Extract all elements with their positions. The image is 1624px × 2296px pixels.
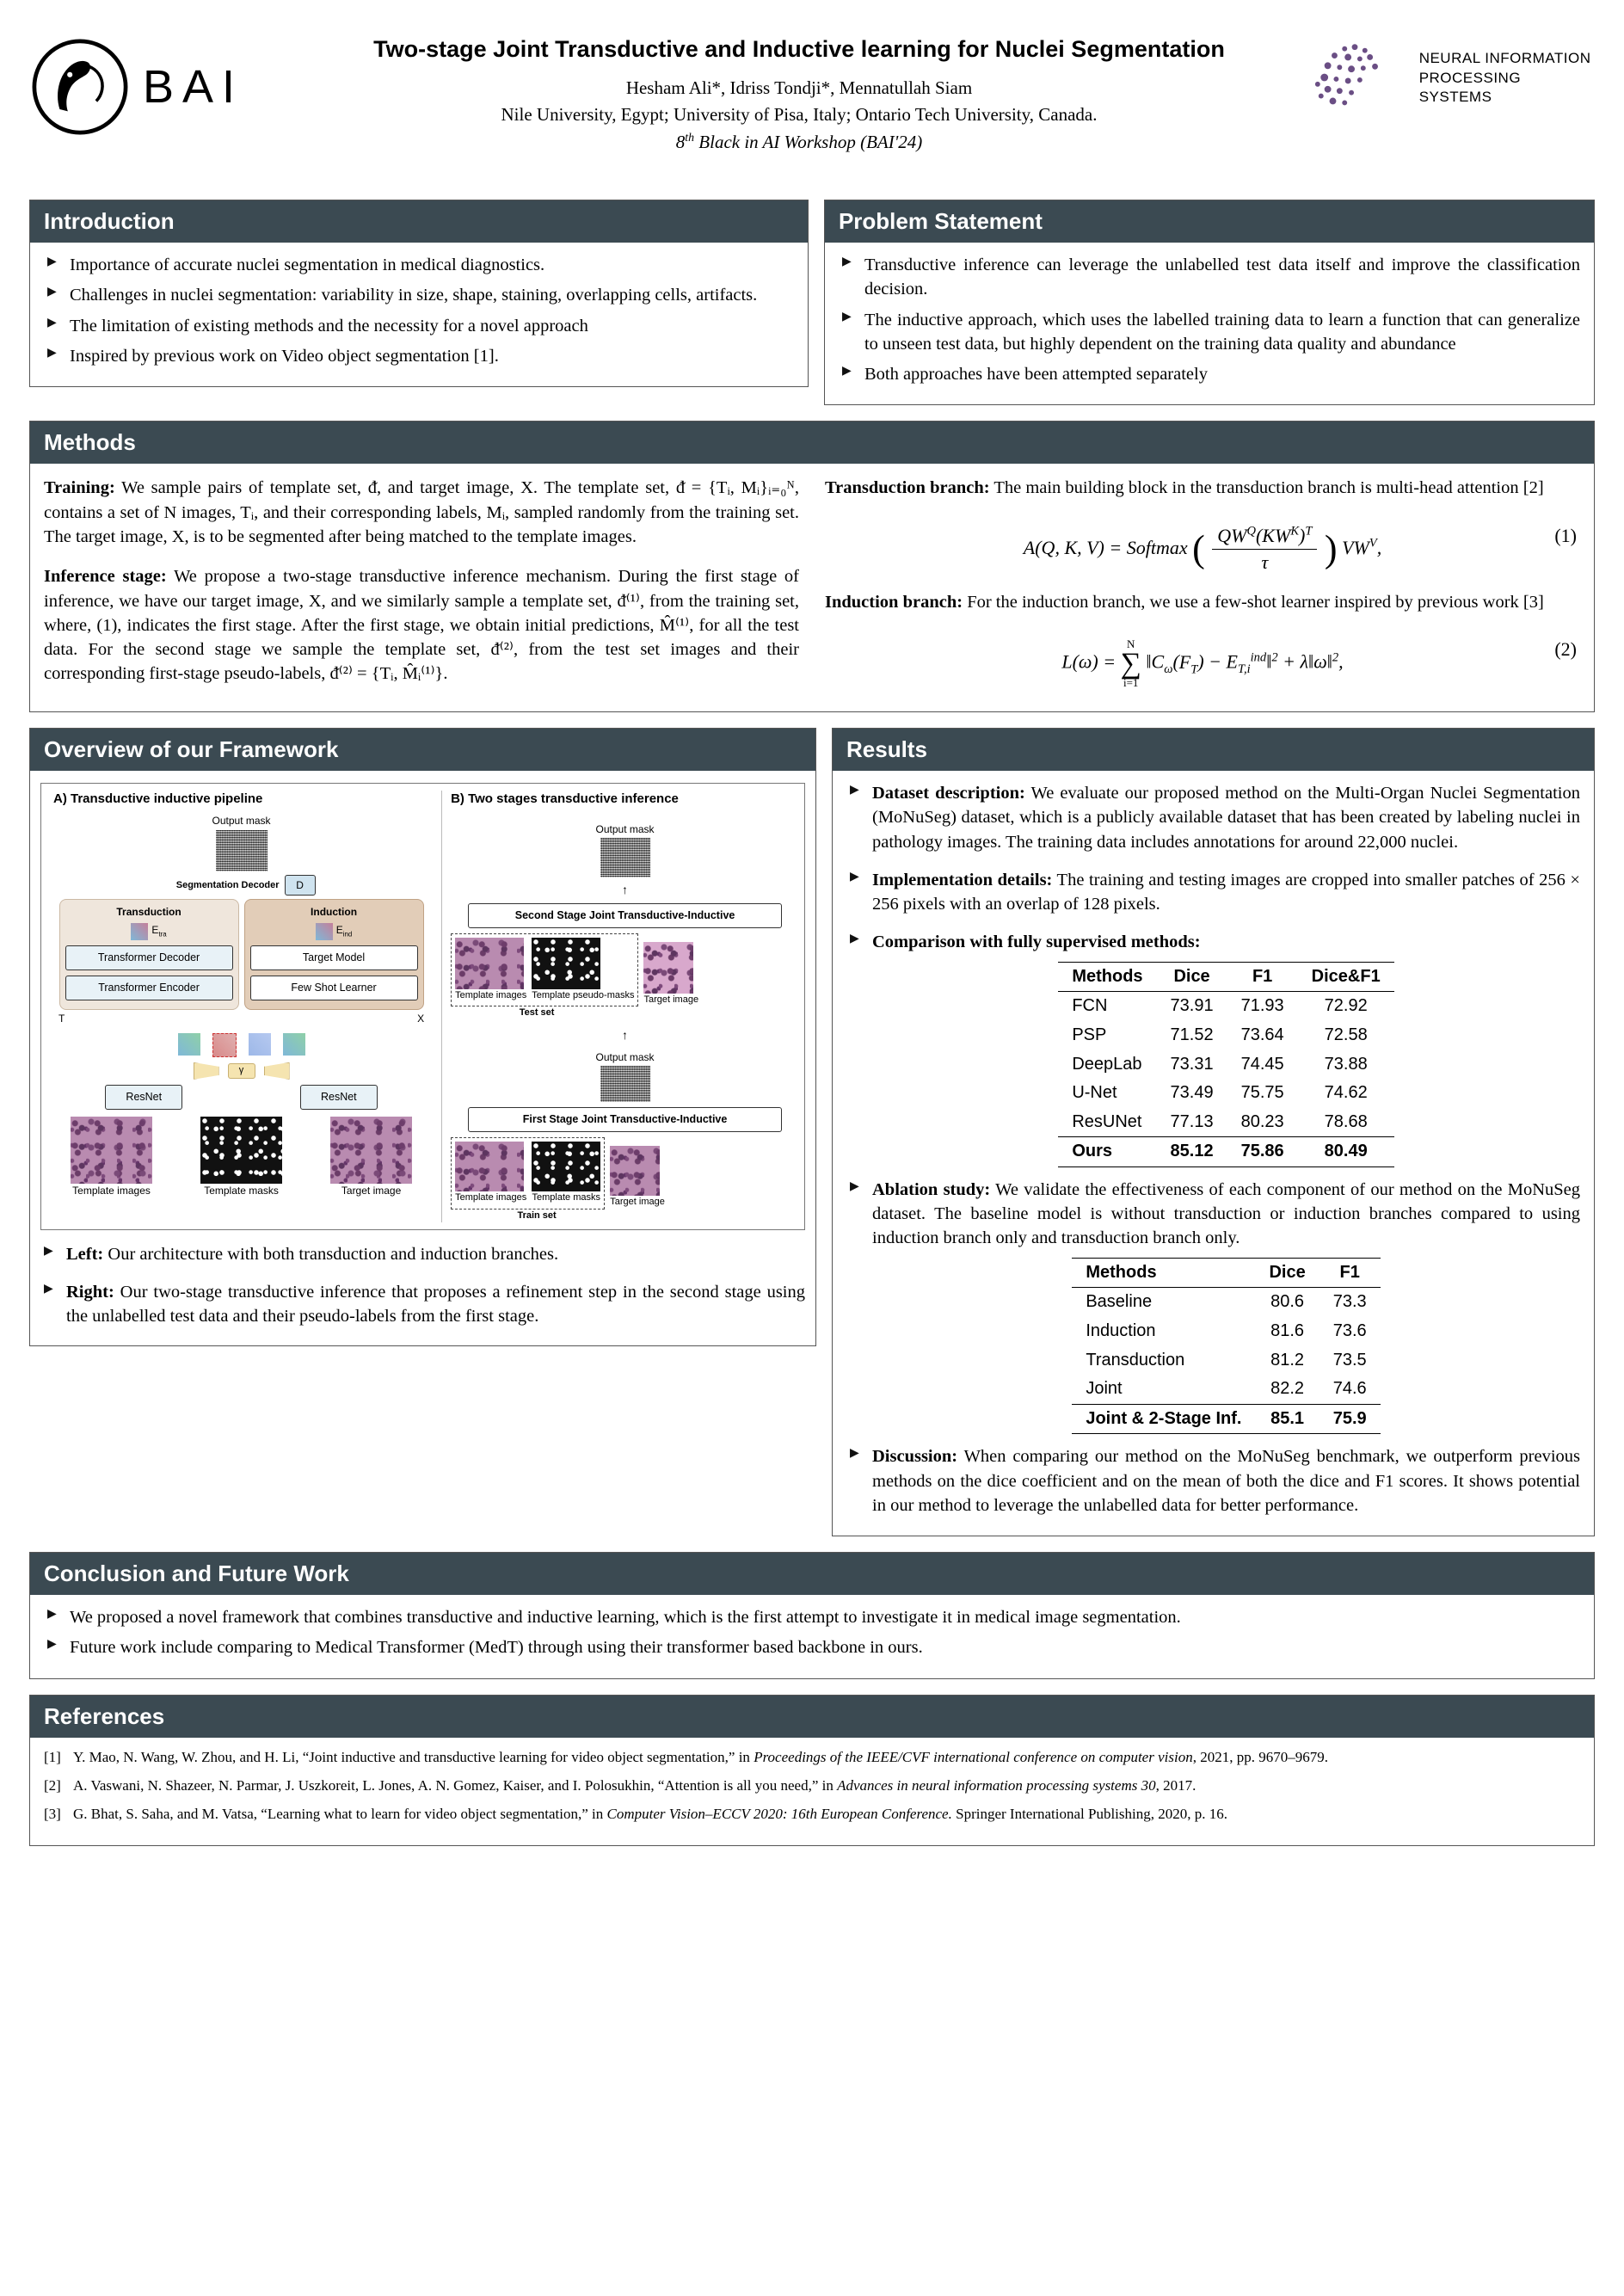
paren-open-icon: (	[1192, 527, 1205, 570]
table-row	[1058, 1021, 1393, 1050]
list-item	[40, 1280, 805, 1329]
transformer-decoder-box: Transformer Decoder	[65, 945, 233, 970]
panel-b-caption: B) Two stages transductive inference	[451, 791, 679, 807]
table-row	[1072, 1404, 1380, 1434]
cell: Transduction	[1086, 1350, 1185, 1370]
cell: 75.86	[1227, 1137, 1298, 1167]
table-row	[1072, 1375, 1380, 1404]
poster-header	[29, 19, 1595, 200]
panel-a-template-images-label: Template images	[72, 1185, 151, 1197]
cell: 85.12	[1157, 1137, 1227, 1167]
workshop-line	[287, 131, 1311, 153]
methods-induction-text: For the induction branch, we use a few-shot learner inspired by previous work [3]	[963, 592, 1544, 612]
resnet-box-left: ResNet	[105, 1085, 182, 1110]
reference-post: , 2021, pp. 9670–9679.	[1192, 1748, 1328, 1765]
equation-1-lhs: A(Q, K, V) = Softmax	[1023, 536, 1188, 558]
workshop-number: 8	[675, 131, 686, 152]
cell: 77.13	[1170, 1111, 1214, 1131]
table-row	[1058, 1050, 1393, 1080]
results-ablation-text: We validate the effectiveness of each component of our method on the MoNuSeg dataset. The baseline model is without transduction or induction branches compared to using induction branch only and transduction branch only.	[872, 1179, 1580, 1248]
cell: 73.3	[1332, 1292, 1367, 1312]
framework-bullet-0-text: Our architecture with both transduction and induction branches.	[103, 1244, 559, 1264]
list-item	[846, 781, 1580, 854]
list-item: ▶ The inductive approach, which uses the labelled training data to learn a function that can generalize to unseen test data, but highly dependent on the training data quality and abundance	[839, 308, 1580, 357]
equation-1-numerator: $QW^Q(KW^K)^T$	[1212, 523, 1317, 551]
framework-body	[30, 771, 815, 1345]
train-set-label: Train set	[517, 1210, 557, 1221]
methods-training-text: We sample pairs of template set, ᵭ, and target image, X. The template set, ᵭ = {Tᵢ, Mᵢ}ᵢ₌₀ᴺ, contains a set of N images, Tᵢ, and their corresponding labels, Mᵢ, sampled randomly from the training set. The target image, X, is to be segmented after being matched to the template images.	[44, 478, 799, 546]
reference-item	[44, 1748, 1580, 1768]
equation-1-denominator: τ	[1261, 551, 1269, 574]
cell: Induction	[1086, 1320, 1156, 1340]
cell: U-Net	[1072, 1083, 1117, 1103]
cell: 73.64	[1240, 1025, 1284, 1044]
panel-b-template-masks-label-train: Template masks	[532, 1192, 600, 1203]
row-intro-problem	[29, 200, 1595, 421]
transduction-panel-label: Transduction	[116, 906, 181, 919]
few-shot-learner-box: Few Shot Learner	[250, 976, 418, 1000]
cell: 71.52	[1170, 1025, 1214, 1044]
column-framework	[29, 728, 816, 1552]
comparison-col-1: Dice	[1157, 962, 1227, 992]
cell: 72.58	[1324, 1025, 1368, 1044]
conclusion-title: Conclusion and Future Work	[30, 1553, 1594, 1595]
cell: 73.88	[1324, 1054, 1368, 1074]
neurips-line1: NEURAL INFORMATION	[1418, 49, 1591, 66]
reference-venue: Proceedings of the IEEE/CVF international conference on computer vision	[754, 1748, 1193, 1765]
transduction-panel	[59, 899, 239, 1010]
panel-b-template-pseudo-masks-label: Template pseudo-masks	[532, 989, 635, 1000]
comparison-col-3: Dice&F1	[1298, 962, 1394, 992]
table-row	[1072, 1288, 1380, 1317]
reference-pre: Y. Mao, N. Wang, W. Zhou, and H. Li, “Joint inductive and transductive learning for video object segmentation,” in	[73, 1748, 754, 1765]
cell: DeepLab	[1072, 1054, 1142, 1074]
equation-2-number: (2)	[1554, 638, 1577, 661]
panel-b-template-images-label-test: Template images	[455, 989, 527, 1000]
panel-a-output-mask-image	[216, 830, 268, 871]
results-impl-label: Implementation details:	[872, 870, 1053, 889]
introduction-body	[30, 243, 808, 386]
list-item: ▶ Importance of accurate nuclei segmentation in medical diagnostics.	[44, 253, 794, 277]
panel-b-output-mask-label-top: Output mask	[595, 822, 655, 835]
column-right-problem	[824, 200, 1595, 421]
e-ind-label: $E_{ind}$	[335, 924, 353, 939]
induction-panel	[244, 899, 424, 1010]
conclusion-body	[30, 1595, 1594, 1678]
cell: 80.49	[1298, 1137, 1394, 1167]
cell: 80.6	[1270, 1292, 1305, 1312]
reference-number: [3]	[44, 1805, 61, 1822]
equation-2: L(ω) = N ∑ i=1 $‖C_\omega(F_T)$ − $E_{T,i}^{ind}‖^2$ + λ‖ω‖$^2$, (2)	[1061, 637, 1577, 690]
neurips-logo	[1311, 19, 1595, 117]
list-item: ▶ Transductive inference can leverage the unlabelled test data itself and improve the classification decision.	[839, 253, 1580, 302]
list-item	[40, 1242, 805, 1266]
figure-panel-b: B) Two stages transductive inference Output mask ↑ Second Stage Joint Transductive-Inductive Template images Template pseudo-masks Target image Test set ↑ Output mask First Stage Joint Transductive-Inductive Template images Template masks Target image Train set	[442, 791, 799, 1222]
cell: 75.9	[1320, 1404, 1381, 1434]
results-dataset-text: We evaluate our proposed method on the Multi-Organ Nuclei Segmentation (MoNuSeg) dataset, which is a publicly available dataset that has been created by labeling nuclei in pathology images. The training data includes annotations for around 22,000 nuclei.	[872, 784, 1580, 852]
column-results	[832, 728, 1595, 1552]
block-framework	[29, 728, 816, 1345]
methods-body	[30, 464, 1594, 711]
problem-statement-title: Problem Statement	[825, 200, 1594, 243]
table-row	[1058, 1137, 1393, 1167]
cell: 78.68	[1324, 1111, 1368, 1131]
reference-venue: Advances in neural information processing systems 30	[837, 1776, 1156, 1794]
test-set-label: Test set	[519, 1007, 555, 1019]
list-item: ▶ The limitation of existing methods and the necessity for a novel approach	[44, 314, 794, 338]
bai-logo	[29, 19, 287, 138]
paren-close-icon: )	[1324, 527, 1338, 570]
cell: Joint & 2-Stage Inf.	[1072, 1404, 1255, 1434]
reference-item	[44, 1805, 1580, 1825]
first-stage-box: First Stage Joint Transductive-Inductive	[468, 1107, 782, 1132]
panel-b-output-mask-label-bottom: Output mask	[595, 1050, 655, 1063]
results-discussion-label: Discussion:	[872, 1447, 958, 1467]
block-methods	[29, 421, 1595, 712]
reference-post: , 2017.	[1155, 1776, 1196, 1794]
introduction-title: Introduction	[30, 200, 808, 243]
framework-bullet-0-label: Left:	[66, 1244, 104, 1264]
comparison-col-2: F1	[1227, 962, 1298, 992]
table-row	[1058, 1108, 1393, 1137]
framework-bullet-1-label: Right:	[66, 1282, 114, 1302]
framework-figure-row	[46, 791, 799, 1222]
reference-text	[73, 1805, 1227, 1825]
cell: 71.93	[1240, 996, 1284, 1016]
cell: Baseline	[1086, 1292, 1153, 1312]
cell: 80.23	[1240, 1111, 1284, 1131]
references-title: References	[30, 1696, 1594, 1738]
segmentation-decoder-label: Segmentation Decoder	[175, 879, 280, 890]
cell: 74.45	[1240, 1054, 1284, 1074]
cell: 81.2	[1270, 1350, 1305, 1370]
gamma-node: γ	[228, 1063, 255, 1079]
reference-text	[73, 1748, 1328, 1768]
cell: 85.1	[1255, 1404, 1319, 1434]
methods-training-label: Training:	[44, 478, 115, 498]
affiliations: Nile University, Egypt; University of Pisa, Italy; Ontario Tech University, Canada.	[501, 103, 1098, 125]
cell: 73.6	[1332, 1320, 1367, 1340]
table-row	[1072, 1317, 1380, 1346]
list-item	[846, 1444, 1580, 1517]
bai-logo-text: BAI	[143, 61, 244, 113]
cell: 73.5	[1332, 1350, 1367, 1370]
ablation-col-2: F1	[1320, 1258, 1381, 1288]
framework-bullet-1-text: Our two-stage transductive inference that proposes a refinement step in the second stage using the unlabelled test data and their pseudo-labels from the first stage.	[66, 1282, 805, 1327]
ablation-col-0: Methods	[1072, 1258, 1255, 1288]
equation-1-tail: $VW^V$	[1342, 536, 1377, 558]
workshop-name: Black in AI Workshop (BAI'24)	[698, 131, 923, 152]
list-item	[846, 930, 1580, 1166]
problem-statement-body	[825, 243, 1594, 404]
panel-b-target-image-label-train: Target image	[610, 1197, 665, 1208]
row-framework-results	[29, 728, 1595, 1552]
methods-title: Methods	[30, 422, 1594, 464]
framework-title: Overview of our Framework	[30, 729, 815, 771]
neurips-logo-text	[1419, 49, 1595, 108]
table-row	[1058, 1079, 1393, 1108]
page-title: Two-stage Joint Transductive and Inductive learning for Nuclei Segmentation	[373, 36, 1225, 62]
cell: 82.2	[1270, 1379, 1305, 1399]
induction-panel-label: Induction	[311, 906, 358, 919]
results-discussion-text: When comparing our method on the MoNuSeg benchmark, we outperform previous methods on the dice coefficient and on the mean of both the dice and F1 scores. It shows potential in our method to leverage the unlabelled data for better performance.	[872, 1447, 1580, 1515]
bai-logo-icon	[29, 36, 131, 138]
cell: 75.75	[1240, 1083, 1284, 1103]
cell: Joint	[1086, 1379, 1123, 1399]
block-introduction	[29, 200, 809, 387]
t-label: T	[58, 1013, 65, 1025]
ablation-col-1: Dice	[1255, 1258, 1319, 1288]
equation-1-number: (1)	[1554, 524, 1577, 546]
list-item: ▶ We proposed a novel framework that combines transductive and inductive learning, which is the first attempt to investigate it in medical image segmentation.	[44, 1605, 1580, 1629]
panel-b-template-images-label-train: Template images	[455, 1192, 527, 1203]
reference-venue: Computer Vision–ECCV 2020: 16th European Conference.	[606, 1805, 952, 1822]
reference-post: Springer International Publishing, 2020, p. 16.	[951, 1805, 1227, 1822]
results-comparison-label: Comparison with fully supervised methods:	[872, 933, 1201, 952]
results-title: Results	[833, 729, 1594, 771]
methods-transduction-text: The main building block in the transduction branch is multi-head attention [2]	[989, 478, 1544, 498]
panel-a-caption: A) Transductive inductive pipeline	[53, 791, 263, 807]
cell: 73.31	[1170, 1054, 1214, 1074]
cell: PSP	[1072, 1025, 1107, 1044]
cell: ResUNet	[1072, 1111, 1142, 1131]
panel-b-target-image-label-test: Target image	[643, 994, 699, 1005]
methods-inference-text: We propose a two-stage transductive inference mechanism. During the first stage of inference, we have our target image, X, and we similarly sample a template set, ᵭ⁽¹⁾, from the training set, where, (1), indicates the first stage. After the first stage, we obtain initial predictions, M̂⁽¹⁾, for all the test data. For the second stage we sample the template set, ᵭ⁽²⁾, from the test set images and their corresponding first-stage pseudo-labels, ᵭ⁽²⁾ = {Tᵢ, M̂ᵢ⁽¹⁾}.	[44, 567, 799, 684]
resnet-box-right: ResNet	[300, 1085, 378, 1110]
results-dataset-label: Dataset description:	[872, 784, 1025, 803]
target-model-box: Target Model	[250, 945, 418, 970]
equation-1-fraction	[1212, 523, 1317, 576]
results-ablation-label: Ablation study:	[872, 1179, 991, 1199]
cell: 72.92	[1324, 996, 1368, 1016]
transformer-encoder-box: Transformer Encoder	[65, 976, 233, 1000]
column-left-intro	[29, 200, 809, 421]
references-body	[30, 1738, 1594, 1845]
x-label: X	[417, 1013, 425, 1025]
panel-a-template-masks-label: Template masks	[204, 1185, 279, 1197]
title-block	[287, 19, 1311, 153]
second-stage-box: Second Stage Joint Transductive-Inductive	[468, 903, 782, 928]
list-item	[846, 868, 1580, 917]
reference-pre: G. Bhat, S. Saha, and M. Vatsa, “Learning what to learn for video object segmentation,” in	[73, 1805, 607, 1822]
neurips-dots-icon	[1311, 40, 1412, 117]
list-item: ▶ Both approaches have been attempted separately	[839, 362, 1580, 386]
cell: Ours	[1058, 1137, 1156, 1167]
equation-1: A(Q, K, V) = Softmax ( $\frac{QW^Q(KW^K)^T}{\tau}$ ) $VW^V$, (1)	[825, 523, 1580, 576]
block-references	[29, 1695, 1595, 1846]
cell: 74.6	[1332, 1379, 1367, 1399]
methods-induction-label: Induction branch:	[825, 592, 963, 612]
list-item: ▶ Future work include comparing to Medical Transformer (MedT) through using their transformer based backbone in ours.	[44, 1635, 1580, 1659]
e-tra-label: $E_{tra}$	[151, 924, 167, 939]
methods-right-column	[825, 476, 1580, 703]
reference-number: [2]	[44, 1776, 61, 1794]
panel-a-output-mask-label: Output mask	[212, 814, 271, 827]
list-item	[846, 1178, 1580, 1434]
methods-transduction-label: Transduction branch:	[825, 478, 990, 498]
methods-inference-label: Inference stage:	[44, 567, 167, 587]
panel-a-target-image-label: Target image	[341, 1185, 402, 1197]
cell: 73.49	[1170, 1083, 1214, 1103]
reference-item	[44, 1776, 1580, 1796]
comparison-col-0: Methods	[1058, 962, 1156, 992]
reference-number: [1]	[44, 1748, 61, 1765]
cell: 81.6	[1270, 1320, 1305, 1340]
block-problem-statement	[824, 200, 1595, 405]
cell: 74.62	[1324, 1083, 1368, 1103]
results-body	[833, 771, 1594, 1536]
cell: 73.91	[1170, 996, 1214, 1016]
cell: FCN	[1072, 996, 1108, 1016]
figure-panel-a	[46, 791, 442, 1222]
framework-figure	[40, 783, 805, 1230]
neurips-line2: PROCESSING SYSTEMS	[1418, 69, 1522, 106]
results-impl-text: The training and testing images are cropped into smaller patches of 256 × 256 pixels with an overlap of 128 pixels.	[872, 870, 1580, 914]
list-item: ▶ Inspired by previous work on Video object segmentation [1].	[44, 344, 794, 368]
methods-left-column	[44, 476, 799, 703]
reference-pre: A. Vaswani, N. Shazeer, N. Parmar, J. Uszkoreit, L. Jones, A. N. Gomez, Kaiser, and I. Polosukhin, “Attention is all you need,” in	[73, 1776, 838, 1794]
equation-2-sum: N ∑ i=1	[1120, 637, 1141, 690]
table-row	[1072, 1346, 1380, 1376]
list-item: ▶ Challenges in nuclei segmentation: variability in size, shape, staining, overlapping cells, artifacts.	[44, 283, 794, 307]
decoder-node: D	[285, 875, 316, 896]
workshop-ordinal: th	[685, 130, 695, 144]
authors: Hesham Ali*, Idriss Tondji*, Mennatullah Siam	[625, 77, 973, 99]
table-row	[1058, 992, 1393, 1021]
block-results	[832, 728, 1595, 1536]
block-conclusion	[29, 1552, 1595, 1679]
reference-text	[73, 1776, 1196, 1796]
comparison-table	[1058, 962, 1393, 1167]
ablation-table	[1072, 1258, 1380, 1435]
